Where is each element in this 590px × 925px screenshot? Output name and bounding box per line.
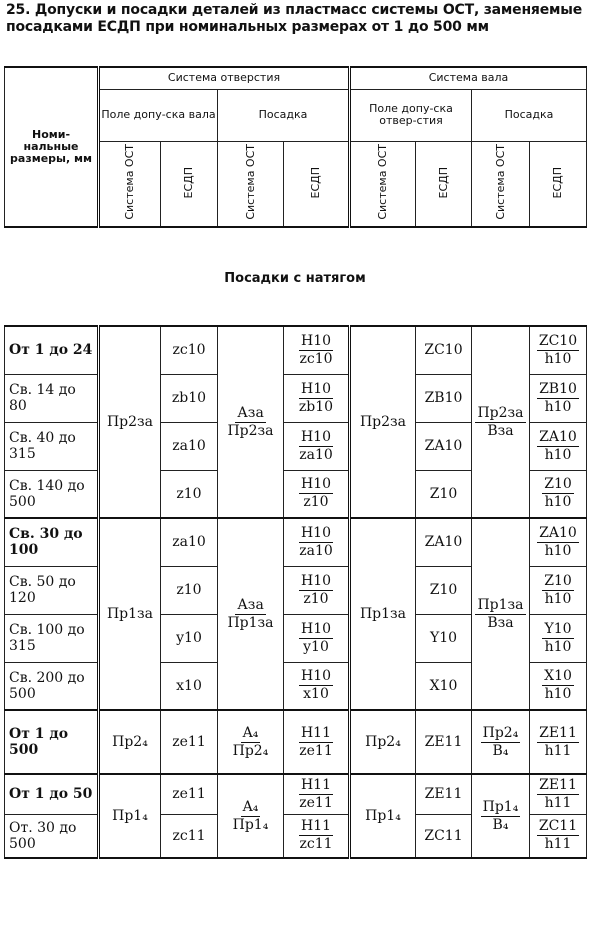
shaft-system-ost-fit-denominator: B₄ [492, 742, 509, 759]
shaft-system-esdp-fit [537, 725, 579, 760]
hole-system-esdp-fit-numerator: H10 [300, 524, 331, 541]
shaft-system-ost-fit [475, 405, 525, 440]
shaft-system-esdp-fit [537, 818, 579, 853]
hole-system-esdp-fit-numerator: H10 [300, 476, 332, 493]
hole-system-esdp-shaft-cell: zc11 [161, 814, 218, 858]
hole-system-ost-fit-denominator: Пр1₄ [232, 816, 269, 833]
table-row [5, 774, 587, 814]
nominal-size-cell: От 1 до 50 [5, 774, 99, 814]
hole-system-ost-fit-denominator: Пр2за [227, 422, 274, 439]
hole-system-esdp-fit-denominator: zc10 [299, 350, 333, 367]
shaft-system-ost-fit-denominator: B₄ [492, 816, 509, 833]
hole-system-esdp-fit [297, 777, 334, 812]
shaft-system-ost-fit [481, 799, 521, 834]
hole-system-ost-shaft-cell: Пр2₄ [99, 710, 161, 774]
hole-system-ost-fit-denominator: Пр1за [227, 614, 274, 631]
hole-system-esdp-fit-cell [284, 374, 350, 422]
shaft-system-esdp-hole-cell: ZA10 [416, 422, 472, 470]
shaft-system-esdp-hole-cell: ZA10 [416, 518, 472, 566]
hole-system-ost-fit-numerator: A₄ [242, 798, 259, 815]
hole-system-esdp-shaft-cell: y10 [161, 614, 218, 662]
hole-system-esdp-fit [297, 381, 335, 416]
shaft-system-esdp-fit-cell [530, 662, 587, 710]
hole-system-esdp-fit-cell [284, 662, 350, 710]
shaft-system-esdp-fit [537, 381, 579, 416]
hole-system-esdp-fit-numerator: H11 [300, 724, 331, 741]
hole-system-esdp-shaft-cell: zb10 [161, 374, 218, 422]
hole-system-esdp-fit-cell [284, 470, 350, 518]
hole-system-esdp-fit-cell [284, 710, 350, 774]
shaft-system-esdp-hole-cell: ZC11 [416, 814, 472, 858]
fits-table [4, 325, 587, 859]
hole-system-esdp-fit-denominator: z10 [303, 494, 329, 511]
hole-system-esdp-shaft-cell: za10 [161, 518, 218, 566]
shaft-system-esdp-fit-denominator: h10 [544, 350, 572, 367]
shaft-system-esdp-hole-cell: ZE11 [416, 710, 472, 774]
shaft-system-esdp-fit-cell [530, 566, 587, 614]
hole-system-esdp-fit-numerator: H10 [300, 332, 332, 349]
shaft-system-esdp-fit-denominator: h10 [544, 398, 572, 415]
hole-system-esdp-fit [297, 725, 334, 760]
shaft-system-esdp-fit-numerator: Y10 [544, 620, 572, 637]
shaft-system-esdp-fit-cell [530, 518, 587, 566]
hole-system-esdp-shaft-cell: za10 [161, 422, 218, 470]
nominal-size-cell: От 1 до 24 [5, 326, 99, 374]
hole-system-esdp-fit-denominator: za10 [299, 542, 333, 559]
shaft-system-esdp-hole-cell: Z10 [416, 470, 472, 518]
hole-system-esdp-fit [299, 476, 333, 511]
hole-system-ost-fit [231, 799, 271, 834]
shaft-system-esdp-fit-cell [530, 422, 587, 470]
shaft-system-esdp-fit [537, 525, 579, 560]
shaft-system-esdp-hole-cell: ZC10 [416, 326, 472, 374]
header-esdp: ЕСДП [416, 141, 472, 227]
shaft-system-esdp-hole-cell: ZB10 [416, 374, 472, 422]
nominal-size-cell: От. 30 до 500 [5, 814, 99, 858]
hole-system-esdp-fit [299, 668, 333, 703]
shaft-system-esdp-fit-denominator: h10 [544, 446, 572, 463]
hole-system-esdp-fit-denominator: ze11 [299, 794, 333, 811]
shaft-system-ost-hole-cell: Пр2₄ [350, 710, 416, 774]
header-hole-tolerance-field: Поле допу-ска отвер-стия [350, 89, 472, 141]
header-fit-hole: Посадка [218, 89, 350, 141]
hole-system-ost-shaft-cell: Пр2за [99, 326, 161, 518]
hole-system-esdp-fit-denominator: zc11 [299, 836, 333, 853]
hole-system-esdp-fit-cell [284, 326, 350, 374]
hole-system-ost-fit-cell [218, 710, 284, 774]
hole-system-ost-fit-cell [218, 326, 284, 518]
shaft-system-esdp-fit-cell [530, 326, 587, 374]
hole-system-esdp-fit-cell [284, 566, 350, 614]
shaft-system-esdp-fit-numerator: ZC10 [538, 332, 578, 349]
nominal-size-cell: Св. 100 до 315 [5, 614, 99, 662]
shaft-system-esdp-fit-numerator: ZC11 [538, 818, 578, 835]
shaft-system-esdp-fit-numerator: ZB10 [539, 380, 577, 397]
hole-system-esdp-fit [297, 429, 335, 464]
hole-system-ost-fit-cell [218, 774, 284, 858]
shaft-system-ost-fit [475, 597, 525, 632]
shaft-system-esdp-fit-denominator: h11 [544, 794, 572, 811]
shaft-system-esdp-fit-numerator: Z10 [544, 476, 572, 493]
header-esdp: ЕСДП [161, 141, 218, 227]
hole-system-esdp-shaft-cell: ze11 [161, 710, 218, 774]
header-ost: Система ОСТ [350, 141, 416, 227]
hole-system-esdp-fit-denominator: x10 [303, 686, 329, 703]
shaft-system-ost-fit-numerator: Пр1за [477, 596, 524, 613]
shaft-system-ost-hole-cell: Пр1за [350, 518, 416, 710]
shaft-system-esdp-hole-cell: ZE11 [416, 774, 472, 814]
nominal-size-cell: Св. 40 до 315 [5, 422, 99, 470]
shaft-system-esdp-fit-numerator: ZA10 [539, 428, 577, 445]
shaft-system-ost-fit-denominator: Bза [487, 422, 514, 439]
header-nominal: Номи-нальные размеры, мм [5, 67, 99, 227]
shaft-system-esdp-fit-cell [530, 470, 587, 518]
shaft-system-esdp-fit [537, 429, 579, 464]
shaft-system-esdp-fit [537, 777, 579, 812]
hole-system-esdp-fit [297, 333, 334, 368]
shaft-system-ost-fit-numerator: Пр1₄ [482, 798, 519, 815]
hole-system-esdp-fit [297, 525, 335, 560]
header-ost: Система ОСТ [99, 141, 161, 227]
shaft-system-esdp-fit-cell [530, 374, 587, 422]
shaft-system-esdp-fit-numerator: ZE11 [539, 724, 577, 741]
hole-system-esdp-fit-denominator: ze11 [299, 742, 333, 759]
nominal-size-cell: От 1 до 500 [5, 710, 99, 774]
shaft-system-esdp-fit [542, 573, 574, 608]
shaft-system-esdp-fit [542, 476, 574, 511]
page-title: 25. Допуски и посадки деталей из пластмасс системы ОСТ, заменяемые посадками ЕСДП при номинальных размерах от 1 до 500 мм [6, 2, 583, 35]
table-row [5, 710, 587, 774]
header-shaft-tolerance-field: Поле допу-ска вала [99, 89, 218, 141]
header-esdp: ЕСДП [530, 141, 587, 227]
hole-system-esdp-shaft-cell: zc10 [161, 326, 218, 374]
shaft-system-esdp-hole-cell: X10 [416, 662, 472, 710]
shaft-system-esdp-fit-numerator: ZE11 [539, 776, 577, 793]
shaft-system-ost-fit-denominator: Bза [487, 614, 514, 631]
header-fit-shaft: Посадка [472, 89, 587, 141]
shaft-system-esdp-fit [537, 333, 579, 368]
shaft-system-ost-hole-cell: Пр2за [350, 326, 416, 518]
shaft-system-ost-fit-numerator: Пр2₄ [482, 724, 519, 741]
shaft-system-esdp-fit [542, 621, 573, 656]
shaft-system-esdp-fit-denominator: h10 [544, 494, 572, 511]
shaft-system-esdp-fit-numerator: Z10 [544, 572, 572, 589]
shaft-system-esdp-fit-numerator: ZA10 [539, 524, 577, 541]
hole-system-ost-shaft-cell: Пр1за [99, 518, 161, 710]
shaft-system-esdp-fit-denominator: h10 [544, 638, 572, 655]
hole-system-esdp-fit-denominator: z10 [303, 590, 329, 607]
hole-system-ost-fit [225, 405, 275, 440]
hole-system-esdp-fit-cell [284, 518, 350, 566]
hole-system-esdp-fit-cell [284, 814, 350, 858]
shaft-system-ost-hole-cell: Пр1₄ [350, 774, 416, 858]
hole-system-esdp-shaft-cell: x10 [161, 662, 218, 710]
header-shaft-system: Система вала [350, 67, 587, 89]
hole-system-ost-fit [231, 725, 271, 760]
section-title: Посадки с натягом [224, 271, 366, 286]
header-ost: Система ОСТ [472, 141, 530, 227]
table-row [5, 326, 587, 374]
shaft-system-ost-fit-cell [472, 326, 530, 518]
hole-system-esdp-fit [299, 621, 333, 656]
hole-system-esdp-fit-denominator: za10 [299, 446, 333, 463]
hole-system-esdp-shaft-cell: ze11 [161, 774, 218, 814]
hole-system-esdp-fit-cell [284, 774, 350, 814]
shaft-system-esdp-fit-cell [530, 814, 587, 858]
hole-system-ost-shaft-cell: Пр1₄ [99, 774, 161, 858]
hole-system-esdp-fit [299, 573, 333, 608]
table-row [5, 518, 587, 566]
hole-system-ost-fit-cell [218, 518, 284, 710]
hole-system-esdp-fit-numerator: H10 [300, 428, 331, 445]
shaft-system-ost-fit-cell [472, 518, 530, 710]
shaft-system-ost-fit-cell [472, 774, 530, 858]
nominal-size-cell: Св. 140 до 500 [5, 470, 99, 518]
hole-system-ost-fit-denominator: Пр2₄ [232, 742, 269, 759]
hole-system-ost-fit-numerator: Аза [237, 596, 264, 613]
hole-system-esdp-shaft-cell: z10 [161, 566, 218, 614]
shaft-system-esdp-fit-cell [530, 710, 587, 774]
header-ost: Система ОСТ [218, 141, 284, 227]
hole-system-esdp-fit [297, 818, 334, 853]
shaft-system-ost-fit [481, 725, 521, 760]
hole-system-esdp-shaft-cell: z10 [161, 470, 218, 518]
hole-system-ost-fit-numerator: A₄ [242, 724, 259, 741]
hole-system-esdp-fit-cell [284, 422, 350, 470]
shaft-system-esdp-fit [542, 668, 574, 703]
shaft-system-esdp-fit-denominator: h10 [544, 590, 572, 607]
nominal-size-cell: Св. 50 до 120 [5, 566, 99, 614]
nominal-size-cell: Св. 14 до 80 [5, 374, 99, 422]
shaft-system-esdp-fit-numerator: X10 [544, 668, 572, 685]
hole-system-esdp-fit-numerator: H11 [300, 776, 331, 793]
shaft-system-esdp-fit-denominator: h11 [544, 836, 572, 853]
hole-system-esdp-fit-numerator: H11 [300, 818, 332, 835]
shaft-system-esdp-hole-cell: Y10 [416, 614, 472, 662]
shaft-system-esdp-hole-cell: Z10 [416, 566, 472, 614]
nominal-size-cell: Св. 30 до 100 [5, 518, 99, 566]
table-header [4, 66, 587, 228]
hole-system-ost-fit-numerator: Аза [237, 404, 264, 421]
hole-system-esdp-fit-numerator: H10 [300, 380, 332, 397]
shaft-system-esdp-fit-denominator: h10 [544, 542, 572, 559]
hole-system-esdp-fit-numerator: H10 [300, 668, 332, 685]
header-hole-system: Система отверстия [99, 67, 350, 89]
header-esdp: ЕСДП [284, 141, 350, 227]
shaft-system-ost-fit-numerator: Пр2за [477, 404, 524, 421]
hole-system-esdp-fit-denominator: y10 [303, 638, 329, 655]
shaft-system-esdp-fit-cell [530, 614, 587, 662]
hole-system-esdp-fit-cell [284, 614, 350, 662]
shaft-system-esdp-fit-denominator: h11 [544, 742, 572, 759]
hole-system-esdp-fit-denominator: zb10 [298, 398, 334, 415]
hole-system-esdp-fit-numerator: H10 [300, 572, 332, 589]
hole-system-esdp-fit-numerator: H10 [300, 620, 332, 637]
nominal-size-cell: Св. 200 до 500 [5, 662, 99, 710]
shaft-system-esdp-fit-denominator: h10 [544, 686, 572, 703]
shaft-system-esdp-fit-cell [530, 774, 587, 814]
shaft-system-ost-fit-cell [472, 710, 530, 774]
hole-system-ost-fit [225, 597, 275, 632]
